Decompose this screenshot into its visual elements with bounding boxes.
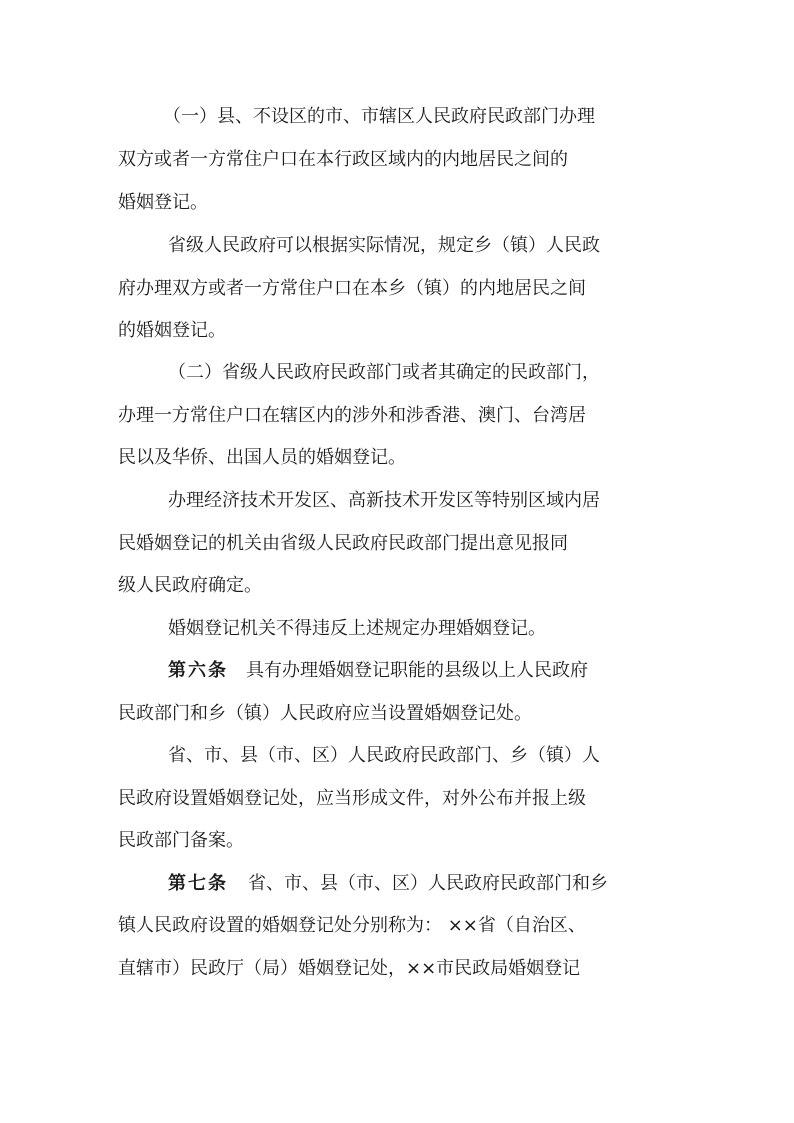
article-text: 具有办理婚姻登记职能的县级以上人民政府	[246, 660, 588, 681]
text-line: 办理一方常住户口在辖区内的涉外和涉香港、澳门、台湾居	[118, 405, 586, 426]
article-text: 省、市、县（市、区）人民政府民政部门和乡	[248, 873, 608, 894]
text-line: 双方或者一方常住户口在本行政区域内的内地居民之间的	[118, 149, 568, 170]
text-line: 直辖市）民政厅（局）婚姻登记处，××市民政局婚姻登记	[118, 958, 581, 979]
article-heading: 第六条	[168, 660, 228, 681]
text-line-article-6	[168, 656, 794, 686]
text-line: 镇人民政府设置的婚姻登记处分别称为： ××省（自治区、	[118, 915, 586, 936]
text-line: 省级人民政府可以根据实际情况，规定乡（镇）人民政	[168, 235, 600, 256]
text-line: 民政部门备案。	[118, 830, 244, 851]
text-line: 民婚姻登记的机关由省级人民政府民政部门提出意见报同	[118, 533, 568, 554]
text-line: （二）省级人民政府民政部门或者其确定的民政部门，	[168, 362, 600, 383]
article-heading: 第七条	[168, 873, 228, 894]
text-line: 婚姻登记机关不得违反上述规定办理婚姻登记。	[168, 618, 546, 639]
text-line: 级人民政府确定。	[118, 575, 262, 596]
text-line: 民政府设置婚姻登记处，应当形成文件，对外公布并报上级	[118, 788, 586, 809]
text-line: 办理经济技术开发区、高新技术开发区等特别区域内居	[168, 490, 600, 511]
text-line: 民以及华侨、出国人员的婚姻登记。	[118, 447, 406, 468]
text-line: 民政部门和乡（镇）人民政府应当设置婚姻登记处。	[118, 703, 532, 724]
text-line-article-7	[168, 869, 794, 899]
text-line: 婚姻登记。	[118, 192, 208, 213]
text-line: 府办理双方或者一方常住户口在本乡（镇）的内地居民之间	[118, 278, 586, 299]
text-line: 的婚姻登记。	[118, 320, 226, 341]
text-line: （一）县、不设区的市、市辖区人民政府民政部门办理	[163, 106, 595, 127]
text-line: 省、市、县（市、区）人民政府民政部门、乡（镇）人	[168, 745, 600, 766]
